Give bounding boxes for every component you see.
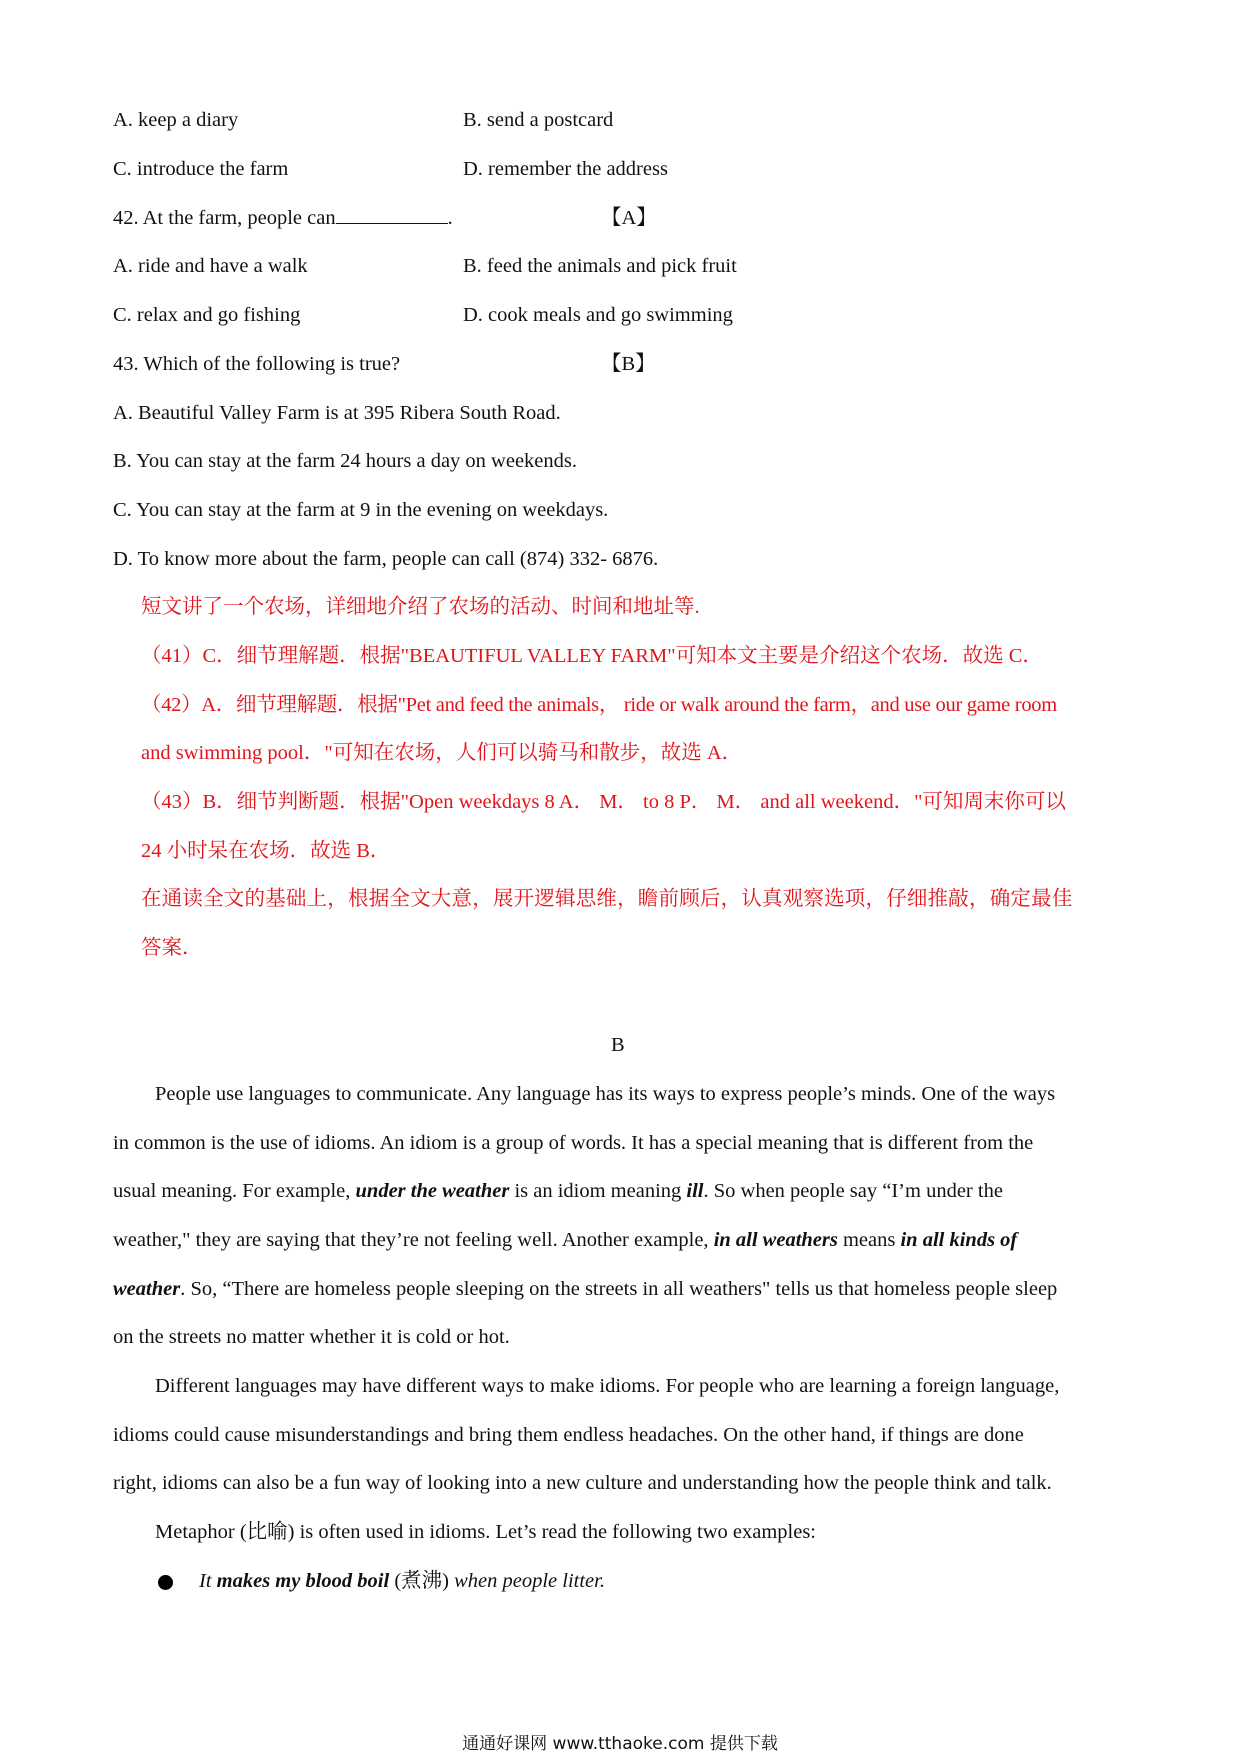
q43-option-c: C. You can stay at the farm at 9 in the evening on weekdays.	[113, 499, 609, 521]
paragraph-1-line-4	[113, 1227, 1017, 1253]
q42-answer: 【A】	[601, 207, 657, 229]
text-run: weather," they are saying that they’re not feeling well. Another example,	[113, 1229, 714, 1251]
q43-option-d: D. To know more about the farm, people can call (874) 332- 6876.	[113, 548, 659, 570]
text-run: when people litter.	[454, 1570, 605, 1592]
text-run: (煮沸)	[389, 1570, 455, 1592]
q41-option-d: D. remember the address	[463, 158, 668, 180]
text-run: means	[837, 1229, 901, 1251]
analysis-summary: 短文讲了一个农场，详细地介绍了农场的活动、时间和地址等.	[141, 596, 700, 618]
text-run: . So, “There are homeless people sleeping on the streets in all weathers" tells us that homeless people sleep	[180, 1278, 1058, 1300]
paragraph-1-line-3	[113, 1178, 1003, 1204]
text-run: . So when people say “I’m under the	[703, 1180, 1003, 1202]
idiom-meaning-emphasis: weather	[113, 1278, 181, 1300]
paragraph-3: Metaphor (比喻) is often used in idioms. Let’s read the following two examples:	[155, 1521, 816, 1543]
section-heading: B	[611, 1034, 625, 1056]
text-run: is an idiom meaning	[509, 1180, 687, 1202]
analysis-tip-line1: 在通读全文的基础上，根据全文大意，展开逻辑思维，瞻前顾后，认真观察选项，仔细推敲，确定最佳	[141, 888, 1073, 910]
analysis-q42-line1: （42）A．细节理解题．根据"Pet and feed the animals， ride or walk around the farm，and use our game room	[141, 694, 1057, 716]
q41-option-a: A. keep a diary	[113, 109, 239, 131]
paragraph-1-line-6: on the streets no matter whether it is cold or hot.	[113, 1326, 510, 1348]
analysis-tip-line2: 答案．	[141, 937, 203, 959]
q43-option-b: B. You can stay at the farm 24 hours a day on weekends.	[113, 450, 578, 472]
analysis-q43-line2: 24 小时呆在农场．故选 B．	[141, 840, 391, 862]
paragraph-1-line-2: in common is the use of idioms. An idiom is a group of words. It has a special meaning that is different from the	[113, 1132, 1034, 1154]
q41-option-b: B. send a postcard	[463, 109, 614, 131]
paragraph-2-line-3: right, idioms can also be a fun way of looking into a new culture and understanding how the people think and talk.	[113, 1472, 1052, 1494]
q43-option-a: A. Beautiful Valley Farm is at 395 Ribera South Road.	[113, 402, 561, 424]
idiom-emphasis: makes my blood boil	[216, 1570, 390, 1592]
idiom-meaning-emphasis: in all kinds of	[900, 1229, 1018, 1251]
q43-answer: 【B】	[601, 353, 656, 375]
q42-option-d: D. cook meals and go swimming	[463, 304, 733, 326]
idiom-emphasis: under the weather	[355, 1180, 510, 1202]
paragraph-2-line-1: Different languages may have different ways to make idioms. For people who are learning a foreign language,	[155, 1375, 1060, 1397]
text-run: It	[199, 1570, 217, 1592]
q43-stem: 43. Which of the following is true?	[113, 353, 401, 375]
example-1	[199, 1568, 605, 1594]
paragraph-2-line-2: idioms could cause misunderstandings and bring them endless headaches. On the other hand, if things are done	[113, 1424, 1024, 1446]
q42-stem-end: .	[447, 207, 453, 229]
q41-option-c: C. introduce the farm	[113, 158, 289, 180]
page-footer: 通通好课网 www.tthaoke.com 提供下载	[462, 1734, 778, 1754]
q42-option-a: A. ride and have a walk	[113, 255, 308, 277]
idiom-emphasis: in all weathers	[713, 1229, 838, 1251]
q42-option-c: C. relax and go fishing	[113, 304, 301, 326]
paragraph-1-line-1: People use languages to communicate. Any language has its ways to express people’s minds. One of the ways	[155, 1083, 1056, 1105]
text-run: usual meaning. For example,	[113, 1180, 356, 1202]
q42-stem: 42. At the farm, people can	[113, 207, 336, 229]
bullet-dot-icon	[158, 1575, 173, 1590]
analysis-q41: （41）C．细节理解题．根据"BEAUTIFUL VALLEY FARM"可知本文主要是介绍这个农场．故选 C．	[141, 645, 1043, 667]
analysis-q43-line1: （43）B．细节判断题．根据"Open weekdays 8 A． M． to 8 P． M． and all weekend．"可知周末你可以	[141, 791, 1066, 813]
paragraph-1-line-5	[113, 1276, 1057, 1302]
q42-option-b: B. feed the animals and pick fruit	[463, 255, 737, 277]
q42-stem-line	[113, 205, 453, 231]
analysis-q42-line2: and swimming pool．"可知在农场，人们可以骑马和散步，故选 A．	[141, 742, 743, 764]
idiom-meaning-emphasis: ill	[686, 1180, 704, 1202]
answer-blank	[336, 205, 448, 224]
